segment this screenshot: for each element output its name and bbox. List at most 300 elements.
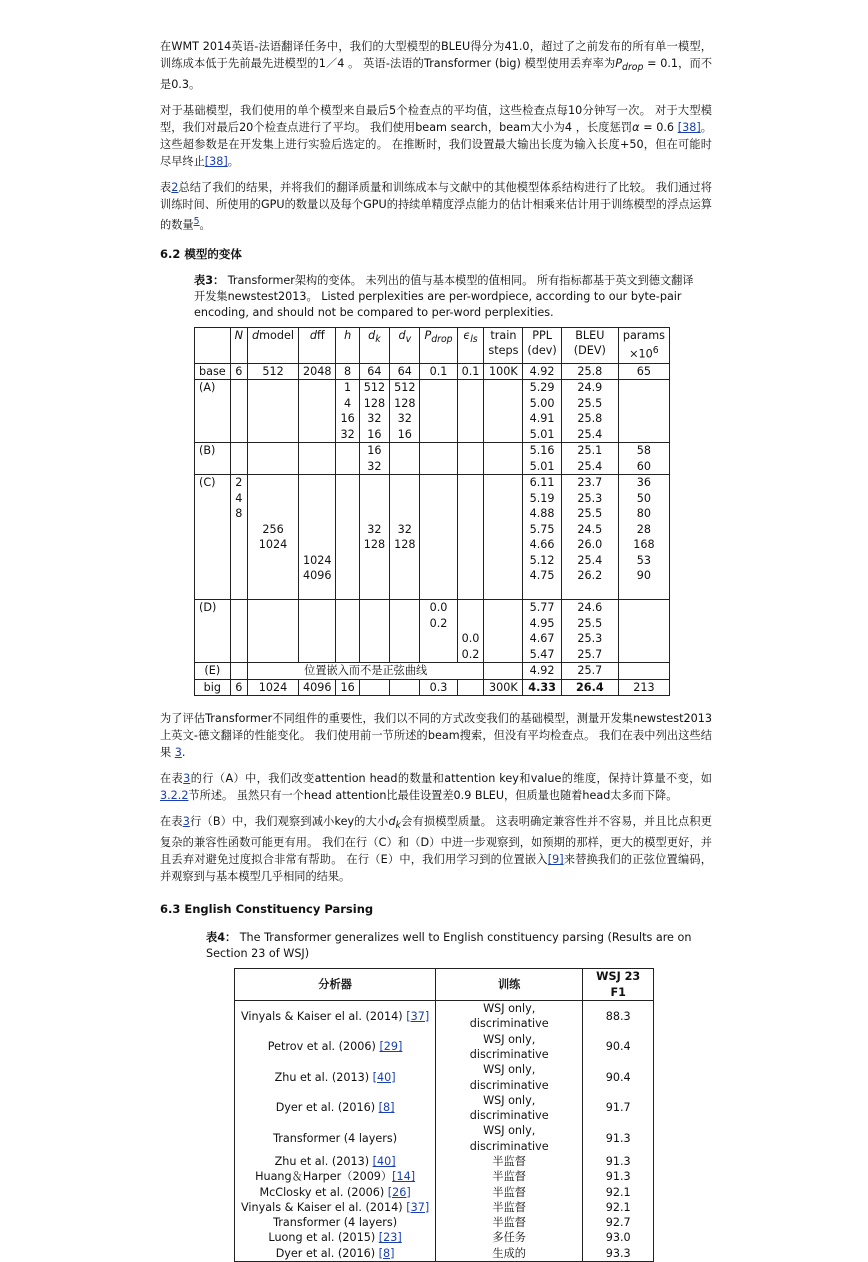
parser-name: Dyer et al. (2016) bbox=[275, 1246, 379, 1260]
table-4 bbox=[234, 968, 654, 1262]
training-cell: WSJ only, discriminative bbox=[436, 1123, 583, 1154]
table-ref-link[interactable]: 2 bbox=[171, 181, 179, 195]
dk-cell bbox=[359, 443, 389, 475]
cell-value bbox=[303, 522, 331, 538]
dk-cell bbox=[359, 600, 389, 663]
cell-value: 64 bbox=[397, 364, 412, 378]
paragraph-text: 。 这些超参数是在开发集上进行实验后选定的。 在推断时，我们设置最大输出长度为输入长度+50，但在可能时尽早终止 bbox=[160, 121, 712, 169]
bleu-cell: 25.7 bbox=[561, 663, 618, 680]
steps-cell bbox=[484, 475, 523, 600]
dv-cell bbox=[390, 600, 420, 663]
dv-cell bbox=[390, 363, 420, 380]
cell-value bbox=[252, 491, 294, 507]
cell-value: 4.91 bbox=[529, 412, 555, 426]
ppl-cell bbox=[523, 380, 561, 443]
parser-cell bbox=[235, 1093, 436, 1124]
parser-cell bbox=[235, 1185, 436, 1200]
table-row bbox=[235, 1001, 654, 1032]
N-cell bbox=[230, 363, 247, 380]
cell-value: 32 bbox=[397, 412, 412, 426]
table4-body bbox=[235, 1001, 654, 1262]
row-e-description: 位置嵌入而不是正弦曲线 bbox=[248, 663, 484, 680]
header-cell: $P_{drop}$ bbox=[420, 327, 457, 363]
els-cell bbox=[457, 600, 484, 663]
dff-cell bbox=[299, 443, 336, 475]
table-row bbox=[195, 380, 670, 443]
dv-cell bbox=[390, 380, 420, 443]
cell-value: 25.8 bbox=[577, 364, 603, 378]
cell-value: 36 bbox=[636, 476, 652, 490]
parser-cell bbox=[235, 1230, 436, 1245]
cell-value: 5.00 bbox=[529, 396, 555, 410]
dmodel-cell bbox=[248, 363, 299, 380]
f1-cell: 92.1 bbox=[583, 1200, 654, 1215]
n-cell: 6 bbox=[230, 679, 247, 696]
els-cell bbox=[457, 443, 484, 475]
dk-cell bbox=[359, 475, 389, 600]
h-cell bbox=[336, 475, 359, 600]
cell-value: 1024 bbox=[258, 538, 288, 552]
cell-value: 0.2 bbox=[461, 647, 480, 661]
header-cell: params $\times 10^6$ bbox=[618, 327, 669, 363]
p-drop-symbol: P bbox=[615, 57, 623, 70]
cell bbox=[359, 679, 389, 696]
cell-value bbox=[252, 475, 294, 491]
cell-value: 6 bbox=[235, 364, 243, 378]
steps-cell: 300K bbox=[484, 679, 523, 696]
caption-label: 表3： bbox=[194, 273, 225, 287]
dk-cell bbox=[359, 363, 389, 380]
cell-value: 128 bbox=[363, 538, 386, 552]
cell-value: 1 bbox=[344, 381, 352, 395]
params-cell bbox=[618, 363, 669, 380]
table3-caption bbox=[194, 273, 698, 321]
page-content bbox=[160, 38, 712, 1262]
paragraph-text: = 0.6 bbox=[639, 121, 678, 135]
cell-value bbox=[364, 506, 385, 522]
training-cell: 生成的 bbox=[436, 1246, 583, 1262]
cell-value: 5.77 bbox=[529, 601, 555, 615]
cell-value bbox=[252, 506, 294, 522]
N-cell bbox=[230, 443, 247, 475]
row-label: (A) bbox=[195, 380, 231, 443]
ppl-cell: 4.33 bbox=[523, 679, 561, 696]
training-cell: 半监督 bbox=[436, 1185, 583, 1200]
cell-value: 0.1 bbox=[429, 364, 448, 378]
table-row bbox=[235, 1093, 654, 1124]
cell-value bbox=[394, 553, 415, 569]
cell-value: 256 bbox=[262, 522, 284, 536]
cell-value: 26.2 bbox=[577, 569, 603, 583]
citation-link[interactable]: [40] bbox=[372, 1155, 396, 1168]
cell-value: 32 bbox=[340, 427, 355, 441]
table-row bbox=[235, 1246, 654, 1262]
row-label: (C) bbox=[195, 475, 231, 600]
paragraph-summary bbox=[160, 179, 712, 234]
table4-caption bbox=[206, 930, 698, 962]
cell-value: 50 bbox=[636, 491, 652, 505]
paragraph-text: . bbox=[181, 746, 186, 760]
table-ref-link[interactable]: 3 bbox=[182, 815, 190, 829]
cell-value bbox=[394, 475, 415, 491]
parser-cell bbox=[235, 1032, 436, 1063]
ppl-cell bbox=[523, 363, 561, 380]
cell-value: 100K bbox=[489, 364, 518, 378]
cell-value: 25.4 bbox=[577, 553, 603, 567]
table-row-big bbox=[195, 679, 670, 696]
parser-name: Vinyals & Kaiser el al. (2014) bbox=[241, 1200, 407, 1214]
cell-value: 5.12 bbox=[529, 553, 555, 567]
paragraph-variants-intro bbox=[160, 710, 712, 761]
training-cell: WSJ only, discriminative bbox=[436, 1062, 583, 1093]
cell-value: 25.4 bbox=[577, 459, 603, 473]
parser-name: Huang＆Harper（2009） bbox=[255, 1170, 393, 1184]
cell-value: 5.01 bbox=[529, 459, 555, 473]
dff-cell bbox=[299, 363, 336, 380]
bleu-cell bbox=[561, 600, 618, 663]
cell-value: 0.2 bbox=[429, 616, 448, 630]
cell-value: 168 bbox=[633, 538, 655, 552]
pdrop-cell bbox=[420, 363, 457, 380]
cell-value: 4.88 bbox=[529, 507, 555, 521]
cell-value bbox=[394, 568, 415, 584]
cell-value: 16 bbox=[397, 427, 412, 441]
cell-value: 4.92 bbox=[529, 364, 555, 378]
header-training: 训练 bbox=[436, 969, 583, 1001]
cell-value: 5.47 bbox=[529, 647, 555, 661]
cell-value: 25.8 bbox=[577, 412, 603, 426]
h-cell: 16 bbox=[336, 679, 359, 696]
cell-value bbox=[394, 491, 415, 507]
table-row bbox=[195, 475, 670, 600]
h-cell bbox=[336, 363, 359, 380]
training-cell: WSJ only, discriminative bbox=[436, 1093, 583, 1124]
paragraph-text: 对于基础模型，我们使用的单个模型来自最后5个检查点的平均值，这些检查点每10分钟写一次。 对于大型模型，我们对最后20个检查点进行了平均。 我们使用beam search，beam大小为4 ，长度惩罚 bbox=[160, 104, 712, 135]
header-parser: 分析器 bbox=[235, 969, 436, 1001]
row-label: big bbox=[195, 679, 231, 696]
table-row-e bbox=[195, 663, 670, 680]
dmodel-cell bbox=[248, 600, 299, 663]
citation-link[interactable]: [38] bbox=[677, 121, 701, 135]
table-row bbox=[235, 1123, 654, 1154]
citation-link[interactable]: [37] bbox=[406, 1200, 430, 1214]
els-cell bbox=[457, 380, 484, 443]
header-cell: dff bbox=[299, 327, 336, 363]
caption-label: 表4： bbox=[206, 931, 237, 945]
steps-cell bbox=[484, 380, 523, 443]
dff-cell bbox=[299, 380, 336, 443]
training-cell: 半监督 bbox=[436, 1200, 583, 1215]
N-cell bbox=[230, 475, 247, 600]
cell-value bbox=[303, 537, 331, 553]
cell-value: 5.16 bbox=[529, 444, 555, 458]
paragraph-row-a bbox=[160, 770, 712, 804]
dff-cell bbox=[299, 475, 336, 600]
cell-value bbox=[364, 475, 385, 491]
table-row bbox=[195, 363, 670, 380]
alpha-symbol: α bbox=[632, 121, 640, 135]
cell-value bbox=[252, 584, 294, 600]
parser-name: Zhu et al. (2013) bbox=[274, 1070, 373, 1084]
els-cell bbox=[457, 363, 484, 380]
h-cell bbox=[336, 380, 359, 443]
table-row bbox=[235, 1215, 654, 1230]
pdrop-cell bbox=[420, 380, 457, 443]
header-cell: h bbox=[336, 327, 359, 363]
bleu-cell bbox=[561, 380, 618, 443]
caption-text: The Transformer generalizes well to English constituency parsing (Results are on Section 23 of WSJ) bbox=[206, 931, 692, 961]
params-cell bbox=[618, 600, 669, 663]
training-cell: 半监督 bbox=[436, 1169, 583, 1184]
cell-value: 512 bbox=[394, 381, 416, 395]
header-cell bbox=[195, 327, 231, 363]
cell-value: 5.29 bbox=[529, 381, 555, 395]
parser-name: Vinyals & Kaiser el al. (2014) bbox=[241, 1009, 407, 1023]
parser-cell bbox=[235, 1200, 436, 1215]
cell-value bbox=[235, 522, 243, 538]
pdrop-cell: 0.3 bbox=[420, 679, 457, 696]
cell-value: 512 bbox=[262, 364, 284, 378]
parser-cell bbox=[235, 1154, 436, 1169]
cell-value bbox=[364, 553, 385, 569]
f1-cell: 92.7 bbox=[583, 1215, 654, 1230]
cell-value bbox=[252, 553, 294, 569]
table3-body bbox=[195, 363, 670, 663]
cell-value bbox=[235, 537, 243, 553]
pdrop-cell bbox=[420, 600, 457, 663]
training-cell: 多任务 bbox=[436, 1230, 583, 1245]
p-drop-subscript: drop bbox=[622, 62, 644, 74]
section-ref-link[interactable]: 3.2.2 bbox=[160, 789, 189, 803]
steps-cell bbox=[484, 443, 523, 475]
parser-name: McClosky et al. (2006) bbox=[259, 1185, 388, 1199]
cell-value: 1024 bbox=[303, 553, 332, 567]
table-row bbox=[235, 1062, 654, 1093]
f1-cell: 91.3 bbox=[583, 1154, 654, 1169]
paragraph-text: 总结了我们的结果，并将我们的翻译质量和训练成本与文献中的其他模型体系结构进行了比较。 我们通过将训练时间、所使用的GPU的数量以及每个GPU的持续单精度浮点能力的估计相乘来估计用于训练模型的浮点运算的数量 bbox=[160, 181, 712, 232]
cell-value bbox=[424, 647, 452, 663]
cell-value: 25.5 bbox=[577, 616, 603, 630]
paragraph-text: 。 bbox=[227, 155, 239, 169]
cell-value bbox=[394, 506, 415, 522]
header-cell: N bbox=[230, 327, 247, 363]
cell-value bbox=[462, 616, 480, 632]
parser-cell bbox=[235, 1062, 436, 1093]
cell-value: 25.3 bbox=[577, 491, 603, 505]
cell-value: 58 bbox=[636, 444, 652, 458]
row-label: (E) bbox=[195, 663, 231, 680]
table-row bbox=[235, 1154, 654, 1169]
cell-value: 32 bbox=[367, 522, 382, 536]
cell-value: 4096 bbox=[303, 569, 332, 583]
paragraph-text: = 0.1，而不是0.3。 bbox=[160, 57, 713, 92]
dff-cell: 4096 bbox=[299, 679, 336, 696]
dff-cell bbox=[299, 600, 336, 663]
header-cell: PPL (dev) bbox=[523, 327, 561, 363]
cell-value: 23.7 bbox=[577, 476, 603, 490]
cell-value bbox=[364, 568, 385, 584]
f1-cell: 88.3 bbox=[583, 1001, 654, 1032]
header-cell: train steps bbox=[484, 327, 523, 363]
dmodel-cell bbox=[248, 380, 299, 443]
paragraph-text: 来替换我们的正弦位置编码，并观察到与基本模型几乎相同的结果。 bbox=[160, 853, 712, 884]
row-label: (D) bbox=[195, 600, 231, 663]
dmodel-cell bbox=[248, 475, 299, 600]
cell-value bbox=[424, 631, 452, 647]
cell-value: 25.3 bbox=[577, 632, 603, 646]
cell-value: 2048 bbox=[303, 364, 332, 378]
parser-name: Transformer (4 layers) bbox=[273, 1216, 398, 1230]
cell bbox=[390, 679, 420, 696]
cell-value: 0.0 bbox=[461, 632, 480, 646]
table-ref-link[interactable]: 3 bbox=[174, 746, 182, 760]
training-cell: WSJ only, discriminative bbox=[436, 1001, 583, 1032]
parser-name: Transformer (4 layers) bbox=[273, 1132, 398, 1146]
cell-value: 65 bbox=[636, 364, 652, 378]
training-cell: WSJ only, discriminative bbox=[436, 1032, 583, 1063]
parser-cell bbox=[235, 1246, 436, 1262]
training-cell: 半监督 bbox=[436, 1154, 583, 1169]
ppl-cell bbox=[523, 600, 561, 663]
header-cell: dmodel bbox=[248, 327, 299, 363]
ppl-cell bbox=[523, 475, 561, 600]
cell-value: 53 bbox=[636, 553, 652, 567]
params-cell: 213 bbox=[618, 679, 669, 696]
parser-cell bbox=[235, 1215, 436, 1230]
bleu-cell bbox=[561, 363, 618, 380]
table-row bbox=[195, 443, 670, 475]
table-row bbox=[235, 1032, 654, 1063]
f1-cell: 93.3 bbox=[583, 1246, 654, 1262]
dk-symbol: d bbox=[388, 815, 396, 829]
paragraph-text: 表 bbox=[160, 181, 172, 195]
cell-value: 8 bbox=[235, 507, 243, 521]
footnote-link[interactable]: 5 bbox=[193, 216, 200, 228]
dv-cell bbox=[390, 443, 420, 475]
steps-cell bbox=[484, 600, 523, 663]
cell-value: 16 bbox=[367, 427, 382, 441]
parser-cell bbox=[235, 1123, 436, 1154]
cell-value: 5.75 bbox=[529, 522, 555, 536]
pdrop-cell bbox=[420, 475, 457, 600]
cell-value bbox=[252, 568, 294, 584]
cell-value bbox=[303, 584, 331, 600]
cell-value: 4.67 bbox=[529, 632, 555, 646]
parser-name: Zhu et al. (2013) bbox=[274, 1155, 373, 1168]
citation-link[interactable]: [14] bbox=[392, 1170, 416, 1184]
f1-cell: 90.4 bbox=[583, 1032, 654, 1063]
cell-value: 26.0 bbox=[577, 538, 603, 552]
cell-value bbox=[303, 475, 331, 491]
parser-cell bbox=[235, 1001, 436, 1032]
f1-cell: 91.3 bbox=[583, 1123, 654, 1154]
cell-value: 128 bbox=[394, 538, 416, 552]
paragraph-text: 在表 bbox=[160, 815, 183, 829]
paragraph-checkpoints bbox=[160, 102, 712, 170]
dmodel-cell bbox=[248, 443, 299, 475]
cell-value: 2 bbox=[235, 476, 243, 490]
cell-value: 8 bbox=[344, 364, 352, 378]
cell-value: 25.7 bbox=[577, 647, 603, 661]
citation-link[interactable]: [37] bbox=[406, 1009, 430, 1023]
citation-link[interactable]: [26] bbox=[387, 1185, 411, 1199]
cell-value: 0.0 bbox=[429, 601, 448, 615]
citation-link[interactable]: [8] bbox=[378, 1101, 395, 1115]
bleu-cell: 26.4 bbox=[561, 679, 618, 696]
cell-value: 512 bbox=[363, 381, 386, 395]
cell-value bbox=[235, 553, 243, 569]
cell-value: 24.9 bbox=[577, 381, 603, 395]
cell-value bbox=[462, 600, 480, 616]
table-row bbox=[235, 1185, 654, 1200]
row-label: (B) bbox=[195, 443, 231, 475]
citation-link[interactable]: [23] bbox=[378, 1231, 402, 1245]
steps-cell bbox=[484, 363, 523, 380]
cell-value bbox=[235, 568, 243, 584]
N-cell bbox=[230, 600, 247, 663]
citation-link[interactable]: [8] bbox=[378, 1246, 395, 1260]
cell-value: 4 bbox=[344, 396, 352, 410]
paragraph-text: 为了评估Transformer不同组件的重要性，我们以不同的方式改变我们的基础模型，测量开发集newstest2013上英文-德文翻译的性能变化。 我们使用前一节所述的beam搜索，但没有平均检查点。 我们在表中列出这些结果 bbox=[160, 712, 712, 760]
citation-link[interactable]: [9] bbox=[547, 853, 564, 867]
paragraph-text: 的行（A）中，我们改变attention head的数量和attention key和value的维度，保持计算量不变，如 bbox=[190, 772, 712, 786]
table-row bbox=[235, 1200, 654, 1215]
cell-value: 32 bbox=[367, 459, 382, 473]
cell bbox=[618, 663, 669, 680]
cell-value: 5.19 bbox=[529, 491, 555, 505]
cell-value bbox=[364, 584, 385, 600]
cell-value: 90 bbox=[636, 569, 652, 583]
params-cell bbox=[618, 380, 669, 443]
citation-link[interactable]: [40] bbox=[372, 1070, 396, 1084]
paragraph-text: 。 bbox=[199, 218, 211, 232]
table-ref-link[interactable]: 3 bbox=[183, 772, 191, 786]
training-cell: 半监督 bbox=[436, 1215, 583, 1230]
cell-value: 24.5 bbox=[577, 522, 603, 536]
parser-name: Petrov et al. (2006) bbox=[267, 1040, 380, 1054]
cell-value: 32 bbox=[397, 522, 412, 536]
citation-link[interactable]: [38] bbox=[204, 155, 228, 169]
cell-value bbox=[235, 584, 243, 600]
cell-value: 128 bbox=[363, 396, 386, 410]
cell-value bbox=[303, 491, 331, 507]
paragraph-text: 行（B）中，我们观察到减小key的大小 bbox=[189, 815, 389, 829]
header-cell: BLEU (DEV) bbox=[561, 327, 618, 363]
section-heading-6-2: 6.2 模型的变体 bbox=[160, 246, 242, 261]
cell-value bbox=[303, 506, 331, 522]
cell-value: 128 bbox=[394, 396, 416, 410]
f1-cell: 90.4 bbox=[583, 1062, 654, 1093]
header-f1: WSJ 23 F1 bbox=[583, 969, 654, 1001]
params-cell bbox=[618, 475, 669, 600]
dmodel-cell: 1024 bbox=[248, 679, 299, 696]
parser-name: Luong et al. (2015) bbox=[268, 1231, 379, 1245]
f1-cell: 92.1 bbox=[583, 1185, 654, 1200]
cell-value: 5.01 bbox=[529, 427, 555, 441]
citation-link[interactable]: [29] bbox=[379, 1040, 403, 1054]
f1-cell: 91.7 bbox=[583, 1093, 654, 1124]
table-header-row bbox=[235, 969, 654, 1001]
parser-cell bbox=[235, 1169, 436, 1184]
cell-value: 16 bbox=[367, 444, 382, 458]
paragraph-text: 在表 bbox=[160, 772, 184, 786]
header-cell: $d_k$ bbox=[359, 327, 389, 363]
table-3 bbox=[194, 327, 670, 696]
caption-text: Transformer架构的变体。 未列出的值与基本模型的值相同。 所有指标都基于英文到德文翻译开发集newstest2013。 Listed perplexities are per-wordpiece, according to our byte-pair encoding, and should not be compared to per-word perplexities. bbox=[194, 273, 694, 319]
paragraph-text: 会有损模型质量。 这表明确定兼容性并不容易，并且比点积更复杂的兼容性函数可能更有用。 我们在行（C）和（D）中进一步观察到，如预期的那样，更大的模型更好，并且丢弃对避免过度拟合非常有帮助。 在行（E）中，我们用学习到的位置嵌入 bbox=[160, 815, 712, 867]
cell-value: 25.5 bbox=[577, 396, 603, 410]
table-row bbox=[235, 1169, 654, 1184]
